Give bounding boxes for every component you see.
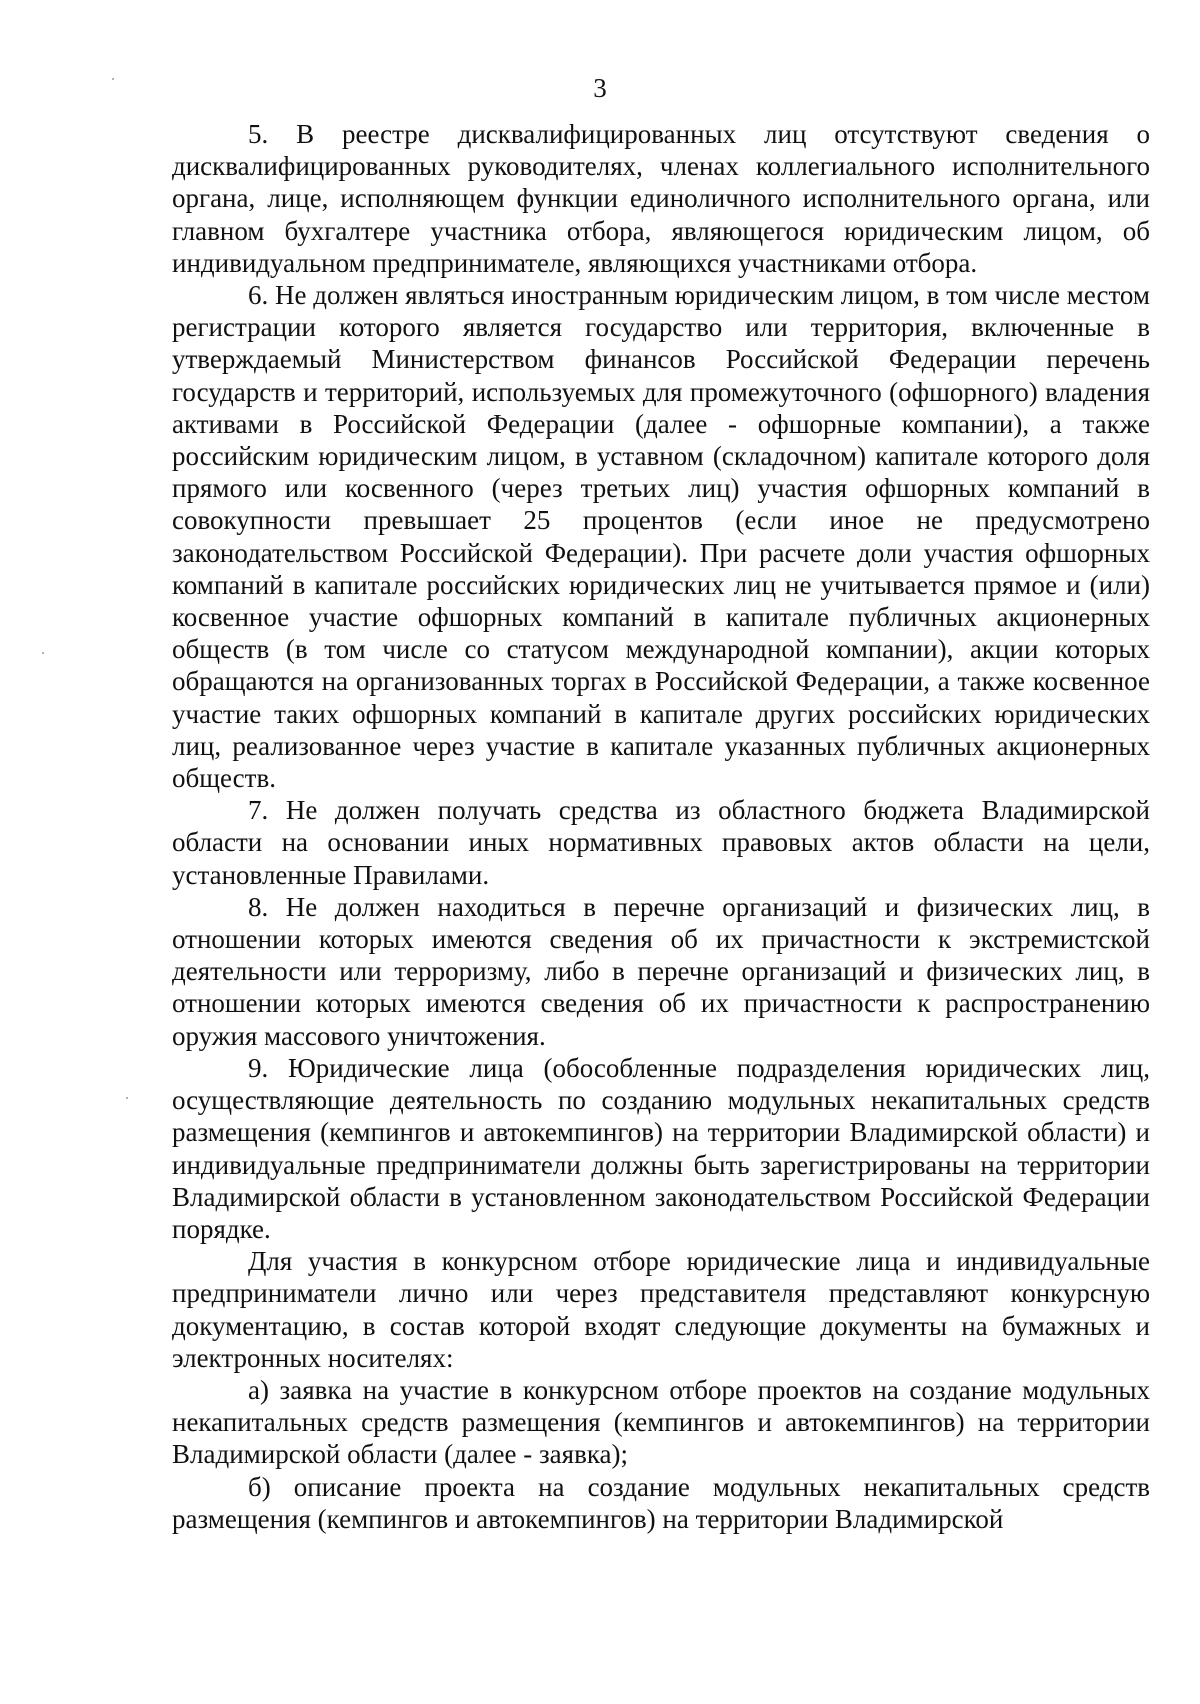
page-number: 3 [593, 73, 607, 103]
paragraph-documents-intro: Для участия в конкурсном отборе юридические лица и индивидуальные предприниматели лично или через представителя представляют конкурсную документацию, в состав которой входят следующие документы на бумажных и электронных носителях: [172, 1246, 1150, 1373]
paragraph-item-5: 5. В реестре дисквалифицированных лиц отсутствуют сведения о дисквалифицированных руководителях, членах коллегиального исполнительного органа, лице, исполняющем функции единоличного исполнительного органа, или главном бухгалтере участника отбора, являющегося юридическим лицом, об индивидуальном предпринимателе, являющихся участниками отбора. [172, 119, 1150, 278]
scan-speck [112, 78, 114, 80]
paragraph-subitem-a: а) заявка на участие в конкурсном отборе проектов на создание модульных некапитальных средств размещения (кемпингов и автокемпингов) на территории Владимирской области (далее - заявка); [172, 1374, 1150, 1470]
paragraph-item-7: 7. Не должен получать средства из областного бюджета Владимирской области на основании иных нормативных правовых актов области на цели, установленные Правилами. [172, 795, 1150, 890]
paragraph-item-8: 8. Не должен находиться в перечне организаций и физических лиц, в отношении которых имеются сведения об их причастности к экстремистской деятельности или терроризму, либо в перечне организаций и физических лиц, в отношении которых имеются сведения об их причастности к распространению оружия массового уничтожения. [172, 891, 1150, 1051]
paragraph-item-9: 9. Юридические лица (обособленные подразделения юридических лиц, осуществляющие деятельность по созданию модульных некапитальных средств размещения (кемпингов и автокемпингов) на территории Владимирской области) и индивидуальные предприниматели должны быть зарегистрированы на территории Владимирской области в установленном законодательством Российской Федерации порядке. [172, 1052, 1150, 1244]
paragraph-item-6: 6. Не должен являться иностранным юридическим лицом, в том числе местом регистрации которого является государство или территория, включенные в утверждаемый Министерством финансов Российской Федерации перечень государств и территорий, используемых для промежуточного (офшорного) владения активами в Российской Федерации (далее - офшорные компании), а также российским юридическим лицом, в уставном (складочном) капитале которого доля прямого или косвенного (через третьих лиц) участия офшорных компаний в совокупности превышает 25 процентов (если иное не предусмотрено законодательством Российской Федерации). При расчете доли участия офшорных компаний в капитале российских юридических лиц не учитывается прямое и (или) косвенное участие офшорных компаний в капитале публичных акционерных обществ (в том числе со статусом международной компании), акции которых обращаются на организованных торгах в Российской Федерации, а также косвенное участие таких офшорных компаний в капитале других российских юридических лиц, реализованное через участие в капитале указанных публичных акционерных обществ. [172, 280, 1150, 794]
document-body [172, 118, 1150, 1535]
scan-speck [126, 1097, 128, 1099]
paragraph-subitem-b: б) описание проекта на создание модульных некапитальных средств размещения (кемпингов и автокемпингов) на территории Владимирской [172, 1471, 1150, 1534]
scan-speck [42, 652, 44, 654]
